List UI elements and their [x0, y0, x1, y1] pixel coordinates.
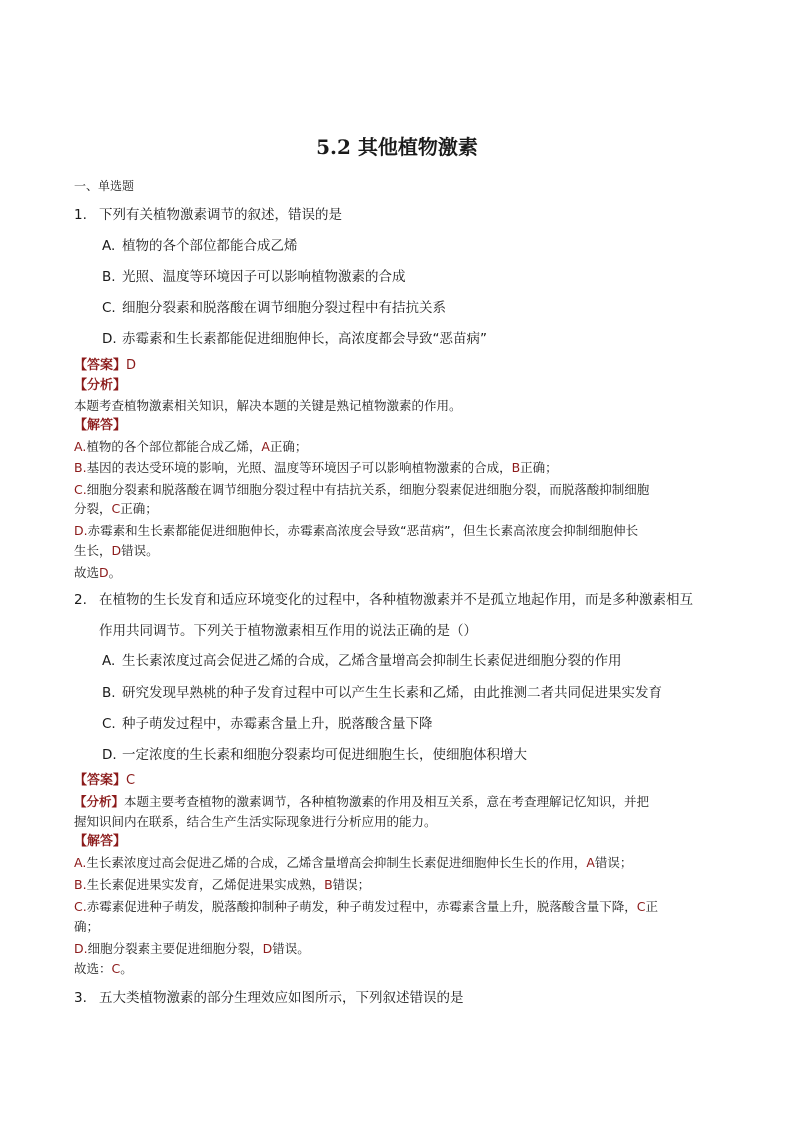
analysis-line-cont: 握知识间内在联系，结合生产生活实际现象进行分析应用的能力。	[74, 814, 437, 829]
question-text: 在植物的生长发育和适应环境变化的过程中，各种植物激素并不是孤立地起作用，而是多种激素相互	[99, 592, 693, 608]
option-d	[102, 329, 487, 349]
option-b	[102, 683, 662, 703]
option-text: 生长素浓度过高会促进乙烯的合成，乙烯含量增高会抑制生长素促进细胞分裂的作用	[122, 653, 622, 669]
solution-tag: C	[636, 899, 646, 914]
solution-prefix: D.	[74, 523, 88, 538]
option-b	[102, 267, 406, 287]
solution-line-c	[74, 481, 726, 499]
answer-line	[74, 357, 136, 375]
question-2-stem-cont: 作用共同调节。下列关于植物激素相互作用的说法正确的是（）	[99, 623, 477, 639]
solution-prefix: B.	[74, 460, 87, 475]
question-text: 五大类植物激素的部分生理效应如图所示，下列叙述错误的是	[99, 990, 464, 1006]
solution-prefix: A.	[74, 855, 87, 870]
conclusion-tag: C	[111, 961, 121, 976]
solution-prefix: C.	[74, 899, 87, 914]
option-a	[102, 651, 622, 671]
question-number: 3.	[74, 990, 87, 1006]
page-title: 5.2 其他植物激素	[316, 135, 478, 159]
option-letter: B.	[102, 685, 116, 701]
solution-line-c-cont	[74, 500, 726, 518]
answer-value: D	[126, 358, 137, 373]
answer-label: 【答案】	[74, 358, 127, 373]
solution-line-a	[74, 438, 726, 456]
option-letter: C.	[102, 716, 116, 732]
solution-text: 生长，	[74, 543, 112, 558]
solution-end: 错误。	[272, 941, 310, 956]
option-text: 赤霉素和生长素都能促进细胞伸长，高浓度都会导致“恶苗病”	[122, 331, 487, 347]
solution-end: 正确；	[520, 460, 558, 475]
solution-line-b	[74, 876, 726, 894]
analysis-label-text: 【分析】	[74, 794, 125, 809]
solution-line-d	[74, 522, 726, 540]
solution-prefix: A.	[74, 439, 87, 454]
conclusion-end: 。	[108, 565, 122, 580]
analysis-line	[74, 793, 726, 811]
solution-line-d-cont	[74, 542, 726, 560]
solution-label-text: 【解答】	[74, 834, 127, 849]
solution-tag: B	[324, 877, 333, 892]
analysis-label-text: 【分析】	[74, 378, 127, 393]
option-a	[102, 236, 298, 256]
option-text: 研究发现早熟桃的种子发育过程中可以产生生长素和乙烯，由此推测二者共同促进果实发育	[122, 685, 662, 701]
conclusion-line	[74, 564, 726, 582]
option-letter: A.	[102, 238, 116, 254]
solution-text: 赤霉素促进种子萌发，脱落酸抑制种子萌发，种子萌发过程中，赤霉素含量上升，脱落酸含量下降，	[86, 899, 637, 914]
solution-prefix: C.	[74, 482, 87, 497]
question-text: 下列有关植物激素调节的叙述，错误的是	[99, 207, 342, 223]
solution-prefix: D.	[74, 941, 88, 956]
option-text: 种子萌发过程中，赤霉素含量上升，脱落酸含量下降	[122, 716, 433, 732]
conclusion-text: 故选：	[74, 961, 112, 976]
solution-end: 正	[645, 899, 658, 914]
question-number: 1.	[74, 207, 87, 223]
question-1-stem	[74, 205, 342, 225]
solution-text: 赤霉素和生长素都能促进细胞伸长，赤霉素高浓度会导致“恶苗病”，但生长素高浓度会抑制细胞伸长	[87, 523, 639, 538]
solution-tag: A	[261, 439, 270, 454]
conclusion-end: 。	[120, 961, 133, 976]
solution-label	[74, 833, 126, 851]
solution-text: 植物的各个部位都能合成乙烯，	[86, 439, 262, 454]
solution-text: 生长素促进果实发育，乙烯促进果实成熟，	[86, 877, 325, 892]
solution-end: 正确；	[120, 501, 158, 516]
answer-value: C	[126, 773, 136, 788]
solution-end: 错误。	[121, 543, 159, 558]
solution-label	[74, 417, 126, 435]
solution-line-b	[74, 459, 726, 477]
solution-end: 正确；	[269, 439, 308, 454]
conclusion-line	[74, 960, 726, 978]
option-text: 一定浓度的生长素和细胞分裂素均可促进细胞生长，使细胞体积增大	[122, 747, 527, 763]
solution-tag: C	[111, 501, 121, 516]
solution-tag: D	[111, 543, 122, 558]
solution-end: 错误；	[594, 855, 633, 870]
solution-end: 错误；	[332, 877, 371, 892]
solution-line-c	[74, 898, 726, 916]
option-c	[102, 298, 446, 318]
option-text: 细胞分裂素和脱落酸在调节细胞分裂过程中有拮抗关系	[122, 300, 446, 316]
solution-tag: B	[511, 460, 521, 475]
solution-line-c-cont: 确；	[74, 919, 100, 934]
solution-text: 细胞分裂素主要促进细胞分裂，	[87, 941, 263, 956]
option-text: 植物的各个部位都能合成乙烯	[122, 238, 298, 254]
solution-line-d	[74, 940, 726, 958]
solution-line-a	[74, 854, 726, 872]
conclusion-text: 故选	[74, 565, 100, 580]
solution-tag: D	[262, 941, 273, 956]
option-letter: D.	[102, 747, 117, 763]
solution-prefix: B.	[74, 877, 87, 892]
option-c	[102, 714, 433, 734]
solution-text: 生长素浓度过高会促进乙烯的合成，乙烯含量增高会抑制生长素促进细胞伸长生长的作用，	[86, 855, 587, 870]
solution-text: 分裂，	[74, 501, 112, 516]
conclusion-tag: D	[99, 565, 109, 580]
solution-tag: A	[586, 855, 595, 870]
analysis-label	[74, 377, 126, 395]
solution-text: 细胞分裂素和脱落酸在调节细胞分裂过程中有拮抗关系，细胞分裂素促进细胞分裂，而脱落酸抑制细胞	[86, 482, 650, 497]
question-number: 2.	[74, 592, 87, 608]
option-d	[102, 745, 527, 765]
option-letter: B.	[102, 269, 116, 285]
question-2-stem	[74, 590, 693, 610]
section-heading: 一、单选题	[74, 179, 135, 193]
solution-text: 基因的表达受环境的影响，光照、温度等环境因子可以影响植物激素的合成，	[86, 460, 512, 475]
option-letter: D.	[102, 331, 117, 347]
analysis-text: 本题主要考查植物的激素调节，各种植物激素的作用及相互关系，意在考查理解记忆知识，并把	[124, 794, 650, 809]
question-3-stem	[74, 988, 464, 1008]
option-letter: C.	[102, 300, 116, 316]
answer-line	[74, 772, 135, 790]
option-letter: A.	[102, 653, 116, 669]
answer-label: 【答案】	[74, 773, 127, 788]
analysis-text: 本题考查植物激素相关知识，解决本题的关键是熟记植物激素的作用。	[74, 398, 462, 413]
solution-label-text: 【解答】	[74, 418, 127, 433]
option-text: 光照、温度等环境因子可以影响植物激素的合成	[122, 269, 406, 285]
